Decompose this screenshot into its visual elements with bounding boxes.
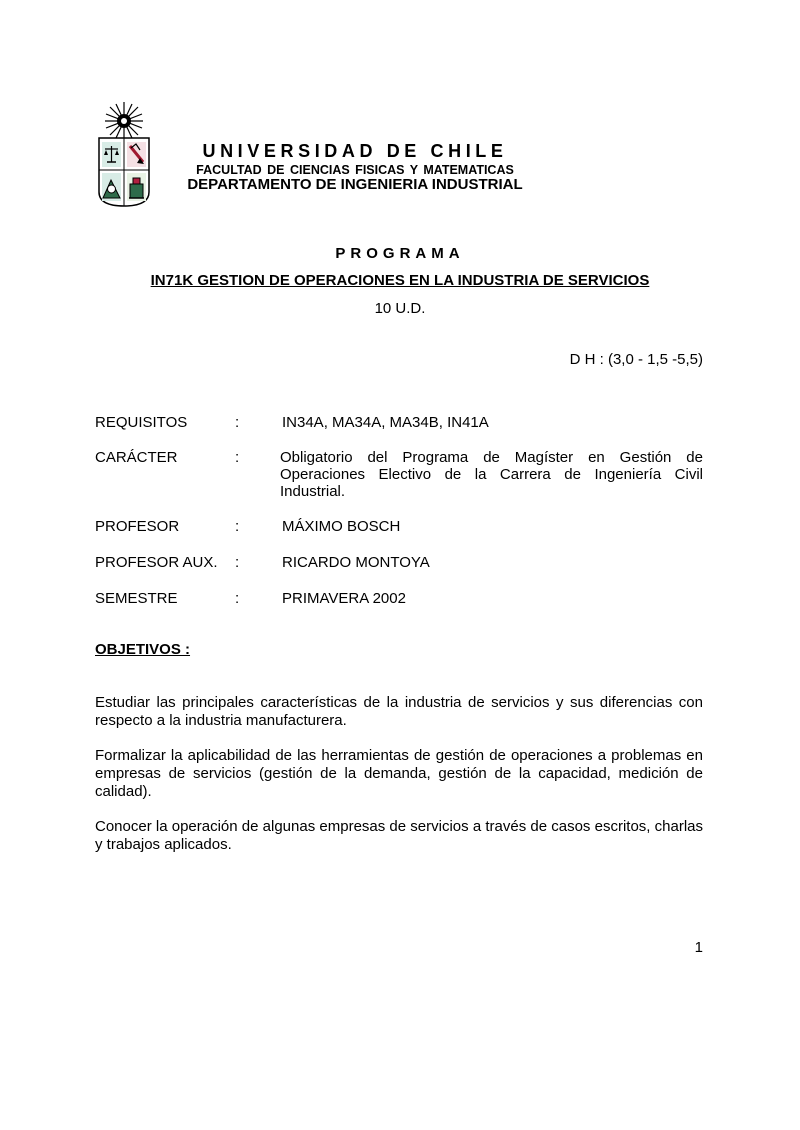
info-label: PROFESOR xyxy=(95,518,180,535)
objective-paragraph: Conocer la operación de algunas empresas de servicios a través de casos escritos, charlas y trabajos aplicados. xyxy=(95,818,703,853)
department-name: DEPARTAMENTO DE INGENIERIA INDUSTRIAL xyxy=(187,176,523,193)
university-crest-logo xyxy=(96,100,152,210)
hours-distribution: D H : (3,0 - 1,5 -5,5) xyxy=(569,351,703,368)
info-separator: : xyxy=(235,590,240,607)
info-label: CARÁCTER xyxy=(95,449,178,466)
info-separator: : xyxy=(235,449,240,466)
info-separator: : xyxy=(235,518,240,535)
info-label: REQUISITOS xyxy=(95,414,188,431)
info-separator: : xyxy=(235,414,240,431)
faculty-name: FACULTAD DE CIENCIAS FISICAS Y MATEMATICAS xyxy=(196,163,514,177)
info-label: PROFESOR AUX. xyxy=(95,554,218,571)
course-credits: 10 U.D. xyxy=(374,300,426,317)
objective-paragraph: Estudiar las principales características de la industria de servicios y sus diferencias con respecto a la industria manufacturera. xyxy=(95,694,703,729)
info-separator: : xyxy=(235,554,240,571)
info-label: SEMESTRE xyxy=(95,590,178,607)
course-title: IN71K GESTION DE OPERACIONES EN LA INDUSTRIA DE SERVICIOS xyxy=(150,272,650,289)
programa-heading: PROGRAMA xyxy=(335,245,465,262)
objective-paragraph: Formalizar la aplicabilidad de las herramientas de gestión de operaciones a problemas en empresas de servicios (gestión de la demanda, gestión de la capacidad, medición de calidad). xyxy=(95,747,703,800)
info-value: Obligatorio del Programa de Magíster en Gestión de Operaciones Electivo de la Carrera de Ingeniería Civil Industrial. xyxy=(280,449,703,500)
university-name: UNIVERSIDAD DE CHILE xyxy=(202,141,508,161)
info-value: IN34A, MA34A, MA34B, IN41A xyxy=(282,414,489,431)
objectives-heading: OBJETIVOS : xyxy=(95,641,191,658)
info-value: RICARDO MONTOYA xyxy=(282,554,430,571)
page-number: 1 xyxy=(694,939,703,956)
info-value: PRIMAVERA 2002 xyxy=(282,590,406,607)
info-value: MÁXIMO BOSCH xyxy=(282,518,401,535)
